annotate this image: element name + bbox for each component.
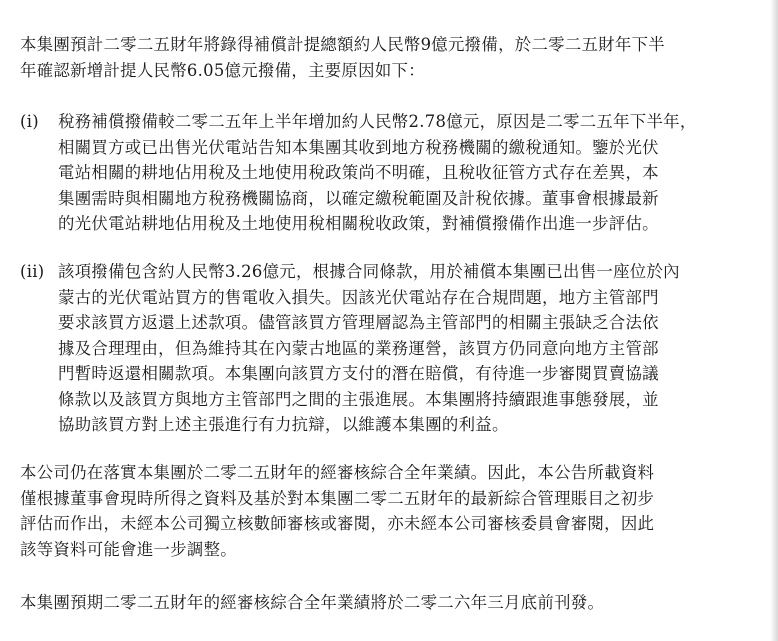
text-line: 協助該買方對上述主張進行有力抗辯，以維護本集團的利益。 — [58, 415, 509, 434]
list-item-i — [20, 109, 750, 237]
text-line: 稅務補償撥備較二零二五年上半年增加約人民幣2.78億元，原因是二零二五年下半年， — [58, 112, 697, 131]
text-line: 條款以及該買方與地方主管部門之間的主張進展。本集團將持續跟進事態發展，並 — [58, 389, 659, 409]
text-line: 本集團預計二零二五財年將錄得補償計提總額約人民幣9億元撥備，於二零二五財年下半 — [20, 35, 665, 54]
text-line: 僅根據董事會現時所得之資料及基於對本集團二零二五財年的最新綜合管理賬目之初步 — [20, 488, 655, 508]
finalization-paragraph — [20, 460, 750, 562]
text-line: 本公司仍在落實本集團於二零二五財年的經審核綜合全年業績。因此，本公告所載資料 — [20, 463, 655, 482]
text-line: 本集團預期二零二五財年的經審核綜合全年業績將於二零二六年三月底前刊發。 — [20, 593, 605, 612]
text-line: 該項撥備包含約人民幣3.26億元，根據合同條款，用於補償本集團已出售一座位於內 — [58, 262, 680, 281]
text-line: 蒙古的光伏電站買方的售電收入損失。因該光伏電站存在合規問題，地方主管部門 — [58, 287, 659, 307]
page-edge-shadow — [770, 0, 778, 641]
text-line: 據及合理理由，但為維持其在內蒙古地區的業務運營，該買方仍同意向地方主管部 — [58, 338, 659, 358]
text-line: 年確認新增計提人民幣6.05億元撥備，主要原因如下： — [20, 60, 425, 80]
list-item-body — [58, 109, 750, 237]
text-line: 的光伏電站耕地佔用稅及土地使用稅相關稅收政策，對補償撥備作出進一步評估。 — [58, 214, 659, 233]
text-line: 相關買方或已出售光伏電站告知本集團其收到地方稅務機關的繳稅通知。鑒於光伏 — [58, 137, 659, 157]
intro-paragraph — [20, 32, 750, 83]
text-line: 該等資料可能會進一步調整。 — [20, 539, 237, 559]
text-line: 要求該買方返還上述款項。儘管該買方管理層認為主管部門的相關主張缺乏合法依 — [58, 313, 659, 332]
text-line: 門暫時返還相關款項。本集團向該買方支付的潛在賠償，有待進一步審閱買賣協議 — [58, 364, 659, 383]
list-item-ii — [20, 259, 750, 438]
list-marker: (ii) — [20, 262, 45, 281]
list-marker: (i) — [20, 112, 39, 131]
text-line: 評估而作出，未經本公司獨立核數師審核或審閱，亦未經本公司審核委員會審閱，因此 — [20, 514, 655, 533]
list-item-body — [58, 259, 750, 438]
text-line: 集團需時與相關地方稅務機關協商，以確定繳稅範圍及計稅依據。董事會根據最新 — [58, 188, 659, 208]
text-line: 電站相關的耕地佔用稅及土地使用稅政策尚不明確，且稅收征管方式存在差異，本 — [58, 163, 659, 182]
publication-paragraph — [20, 590, 750, 616]
